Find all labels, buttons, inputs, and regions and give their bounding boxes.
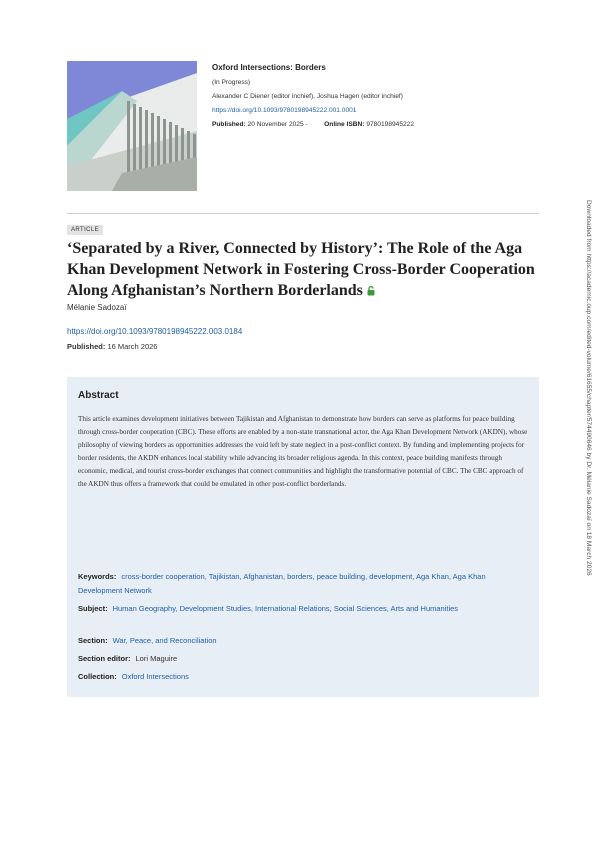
collection-link[interactable]: Oxford Intersections [121,672,189,681]
article-badge: ARTICLE [67,225,103,235]
isbn-label: Online ISBN: [324,121,365,128]
article-title-text: ‘Separated by a River, Connected by History’: The Role of the Aga Khan Development Network in Fostering Cross-Border Cooperation Along Afghanistan’s Northern Borderlands [67,240,535,299]
section-editor-row [78,652,528,666]
book-published-date: 20 November 2025 - [247,121,308,128]
book-doi-link[interactable]: https://doi.org/10.1093/9780198945222.001.0001 [212,107,357,114]
book-published-line [212,121,542,128]
keywords-label: Keywords: [78,572,117,581]
section-row [78,634,528,648]
divider [67,213,539,214]
collection-label: Collection: [78,672,117,681]
keywords-links[interactable]: cross-border cooperation, Tajikistan, Afghanistan, borders, peace building, development, Aga Khan, Aga Khan Development Network [78,572,486,595]
border-wall-illustration [67,61,197,191]
section-link[interactable]: War, Peace, and Reconciliation [112,636,217,645]
subject-links[interactable]: Human Geography, Development Studies, International Relations, Social Sciences, Arts and Humanities [112,604,459,613]
subject-label: Subject: [78,604,108,613]
article-published-line [67,342,157,351]
article-author: Mélanie Sadozaï [67,303,127,312]
article-doi-link[interactable]: https://doi.org/10.1093/9780198945222.003.0184 [67,327,243,336]
article-published-label: Published: [67,342,106,351]
abstract-text: This article examines development initiatives between Tajikistan and Afghanistan to demonstrate how borders can serve as platforms for peace building through cross-border cooperation (CBC). These efforts are enabled by a non-state transnational actor, the Aga Khan Development Network (AKDN), whose philosophy of viewing borders as opportunities addresses the void left by state neglect in a post-conflict context. By funding and implementing projects for border residents, the AKDN enhances local stability while advancing its broader religious agenda. In this context, peace building manifests through economic, medical, and tourist cross-border exchanges that connect communities and highlight the transformative potential of CBC. The CBC approach of the AKDN thus offers a framework that could be emulated in other post-conflict borderlands. [78,415,528,488]
article-title [67,238,542,302]
section-editor-name: Lori Maguire [135,654,178,663]
book-published-label: Published: [212,121,246,128]
series-title: Oxford Intersections: Borders [212,63,326,72]
download-notice [581,200,593,680]
book-cover-image [67,61,197,191]
abstract-heading: Abstract [78,390,119,401]
collection-row [78,670,528,684]
subject-row [78,602,528,616]
section-label: Section: [78,636,108,645]
book-editors: Alexander C Diener (editor inchief), Joshua Hagen (editor inchief) [212,93,403,100]
article-published-date: 16 March 2026 [107,342,158,351]
download-notice-text: Downloaded from https://academic.oup.com/edited-volume/61655/chapter/574490646 by Dr. Mélanie Sadozaï on 18 March 2026 [585,200,592,576]
keywords-row [78,570,528,598]
isbn-value: 9780198945222 [366,121,414,128]
book-status: (In Progress) [212,79,251,86]
open-lock-icon [367,281,375,302]
book-info [212,63,542,135]
section-editor-label: Section editor: [78,654,131,663]
abstract-panel [67,377,539,697]
